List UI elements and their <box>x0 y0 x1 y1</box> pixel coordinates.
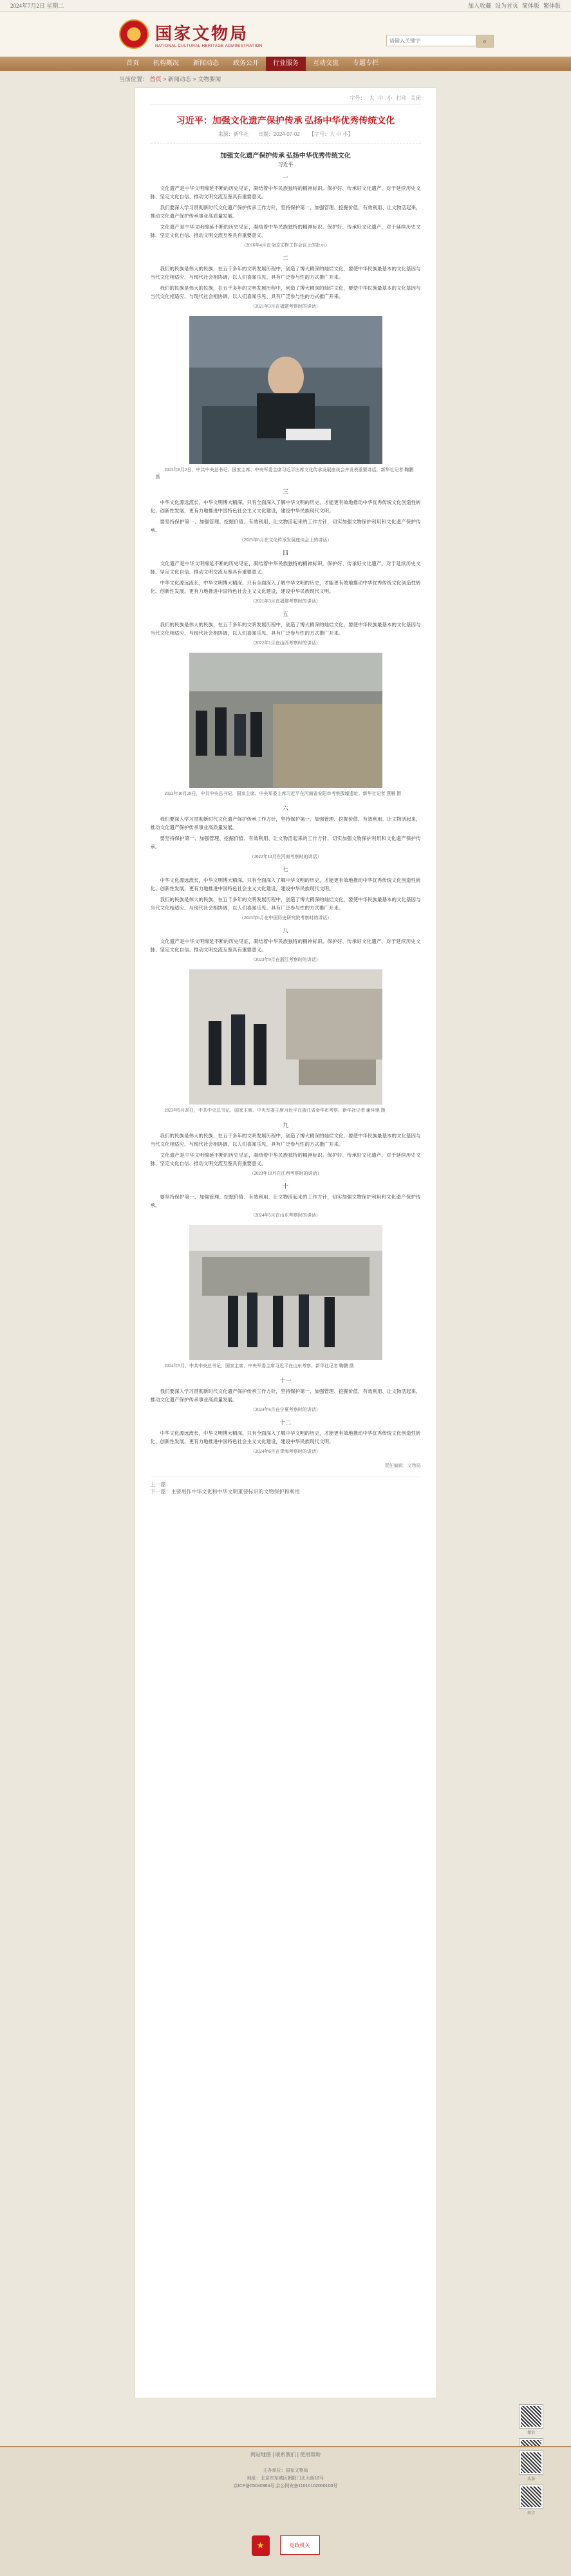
paragraph: 中华文化源远流长，中华文明博大精深。只有全面深入了解中华文明的历史，才能更有效地推动中华优秀传统文化创造性转化、创新性发展，更有力地推进中国特色社会主义文化建设，建设中华民族现代文明。 <box>150 1430 421 1444</box>
breadcrumb-sep: > <box>192 76 196 82</box>
breadcrumb-news[interactable]: 新闻动态 <box>167 76 191 82</box>
site-footer <box>0 2446 571 2576</box>
paragraph: 我们的民族是伟大的民族，在五千多年的文明发展历程中，创造了博大精深的灿烂文化，要使中华民族最基本的文化基因与当代文化相适应、与现代社会相协调，以人们喜闻乐见、具有广泛参与性的方式推广开来。 <box>150 897 421 911</box>
article-tools <box>151 95 421 105</box>
section-number: 十一 <box>279 1377 292 1384</box>
article-meta <box>151 131 421 144</box>
section-number: 八 <box>282 928 288 934</box>
source-note: （2023年9月在浙江考察时的讲话） <box>250 957 321 962</box>
site-title-en: NATIONAL CULTURAL HERITAGE ADMINISTRATION <box>155 44 263 48</box>
nav-gov[interactable]: 政务公开 <box>233 60 259 67</box>
section-number: 十二 <box>279 1419 292 1426</box>
footer-badges <box>0 2535 571 2556</box>
prev-link[interactable]: 上一篇： <box>150 1482 171 1488</box>
paragraph: 中华文化源远流长，中华文明博大精深。只有全面深入了解中华文明的历史，才能更有效地推动中华优秀传统文化创造性转化、创新性发展，更有力地推进中国特色社会主义文化建设，建设中华民族现代文明。 <box>150 499 421 514</box>
footer-copyright <box>0 2467 571 2490</box>
section-number: 三 <box>282 489 288 495</box>
paragraph: 文化遗产是中华文明绵延不断的历史见证，凝结着中华民族独特的精神标识。保护好、传承好文化遗产，对于延续历史文脉、坚定文化自信、推动文明交流互鉴具有重要意义。 <box>150 938 421 953</box>
meta-fontsize[interactable]: 【字号：大 中 小】 <box>308 131 353 137</box>
source-note: （2016年4月在全国文物工作会议上的批示） <box>241 243 330 248</box>
sitemap-link[interactable]: 网站地图 <box>250 2452 271 2458</box>
qr-label: 头条 <box>527 2478 535 2481</box>
section-number: 九 <box>282 1122 288 1128</box>
main-nav <box>0 57 571 71</box>
article-subtitle: 加强文化遗产保护传承 弘扬中华优秀传统文化 <box>220 153 351 160</box>
photo-exhibition <box>189 969 382 1105</box>
source-note: （2021年3月在福建考察时的讲话） <box>250 599 321 604</box>
contact-link[interactable]: 联系我们 <box>275 2452 296 2458</box>
paragraph: 我们要深入学习贯彻新时代文化遗产保护传承工作方针，坚持保护第一、加强管理、挖掘价值、有效利用、让文物活起来，推动文化遗产保护传承事业高质量发展。 <box>150 816 421 830</box>
font-small-button[interactable]: 小 <box>387 95 393 101</box>
section-number: 五 <box>282 611 288 617</box>
paragraph: 我们的民族是伟大的民族，在五千多年的文明发展历程中，创造了博大精深的灿烂文化，要使中华民族最基本的文化基因与当代文化相适应、与现代社会相协调，以人们喜闻乐见、具有广泛参与性的方式推广开来。 <box>150 266 421 280</box>
paragraph: 要坚持保护第一、加强管理、挖掘价值、有效利用、让文物活起来的工作方针，切实加强文物保护利用和文化遗产保护传承。 <box>150 519 421 533</box>
paragraph: 我们的民族是伟大的民族，在五千多年的文明发展历程中，创造了博大精深的灿烂文化，要使中华民族最基本的文化基因与当代文化相适应、与现代社会相协调，以人们喜闻乐见、具有广泛参与性的方式推广开来。 <box>150 285 421 299</box>
brand[interactable] <box>155 21 263 48</box>
top-bar <box>0 0 571 12</box>
meta-date: 日期：2024-07-02 <box>257 131 300 137</box>
footer-links: 网站地图 | 联系我们 | 使用帮助 <box>250 2452 321 2458</box>
article-title: 习近平：加强文化遗产保护传承 弘扬中华优秀传统文化 <box>176 117 395 126</box>
breadcrumb-home[interactable]: 首页 <box>149 76 162 82</box>
print-button[interactable]: 打印 <box>396 95 407 101</box>
article-container <box>135 88 437 2398</box>
photo-caption: 2022年10月28日，中共中央总书记、国家主席、中央军委主席习近平在河南省安阳市考察殷墟遗址。新华社记者 燕雁 摄 <box>164 791 401 796</box>
photo-site-visit <box>189 653 382 788</box>
national-emblem-icon: ★ <box>119 19 149 49</box>
source-note: （2023年6月在文化传承发展座谈会上的讲话） <box>239 537 332 543</box>
paragraph: 文化遗产是中华文明绵延不断的历史见证，凝结着中华民族独特的精神标识。保护好、传承好文化遗产，对于延续历史文脉、坚定文化自信、推动文明交流互鉴具有重要意义。 <box>150 185 421 200</box>
gov-badge[interactable]: 党政机关 <box>280 2535 320 2555</box>
paragraph: 要坚持保护第一、加强管理、挖掘价值、有效利用、让文物活起来的工作方针，切实加强文物保护利用和文化遗产保护传承。 <box>150 835 421 850</box>
font-size-label: 字号： <box>350 95 366 101</box>
paragraph: 我们的民族是伟大的民族，在五千多年的文明发展历程中，创造了博大精深的灿烂文化，要使中华民族最基本的文化基因与当代文化相适应、与现代社会相协调，以人们喜闻乐见、具有广泛参与性的方式推广开来。 <box>150 1133 421 1147</box>
traditional-link[interactable]: 繁体版 <box>543 3 561 9</box>
search-icon[interactable]: ⌕ <box>476 35 494 48</box>
paragraph: 中华文化源远流长，中华文明博大精深。只有全面深入了解中华文明的历史，才能更有效地推动中华优秀传统文化创造性转化、创新性发展，更有力地推进中国特色社会主义文化建设，建设中华民族现代文明。 <box>150 580 421 594</box>
host-unit: 主办单位：国家文物局 <box>263 2469 308 2473</box>
paragraph: 要坚持保护第一、加强管理、挖掘价值、有效利用、让文物活起来的工作方针，切实加强文物保护利用和文化遗产保护传承。 <box>150 1194 421 1208</box>
paragraph: 我们要深入学习贯彻新时代文化遗产保护传承工作方针，坚持保护第一、加强管理、挖掘价值、有效利用、让文物活起来，推动文化遗产保护传承事业高质量发展。 <box>150 205 421 219</box>
site-title: 国家文物局 <box>155 24 249 43</box>
qr-code-icon[interactable] <box>520 2485 543 2508</box>
search-input[interactable] <box>386 35 476 46</box>
close-button[interactable]: 关闭 <box>410 95 421 101</box>
paragraph: 文化遗产是中华文明绵延不断的历史见证，凝结着中华民族独特的精神标识。保护好、传承好文化遗产，对于延续历史文脉、坚定文化自信、推动文明交流互鉴具有重要意义。 <box>150 1152 421 1166</box>
qr-code-icon[interactable] <box>520 2451 543 2474</box>
simplified-link[interactable]: 简体版 <box>521 3 539 9</box>
qr-code-icon[interactable] <box>520 2405 543 2428</box>
article-author: 习近平 <box>277 162 294 167</box>
source-note: （2024年6月在青海考察时的讲话） <box>250 1449 321 1454</box>
section-number: 二 <box>282 255 288 261</box>
next-link[interactable]: 下一篇：主要用作中华文化和中华文明重要标识的文物保护和利用 <box>150 1489 300 1495</box>
section-number: 一 <box>282 174 288 181</box>
icp-record[interactable]: 京ICP备05040364号 京公网安备11010102000100号 <box>233 2484 338 2488</box>
photo-caption: 2023年9月20日，中共中央总书记、国家主席、中央军委主席习近平在浙江省金华市考察。新华社记者 谢环驰 摄 <box>164 1108 386 1113</box>
source-note: （2023年10月在江西考察时的讲话） <box>249 1171 322 1176</box>
paragraph: 文化遗产是中华文明绵延不断的历史见证，凝结着中华民族独特的精神标识。保护好、传承好文化遗产，对于延续历史文脉、坚定文化自信、推动文明交流互鉴具有重要意义。 <box>150 561 421 575</box>
meta-source: 来源：新华社 <box>218 131 249 137</box>
photo-meeting <box>189 316 382 464</box>
breadcrumb-label: 当前位置： <box>119 76 149 82</box>
paragraph: 我们要深入学习贯彻新时代文化遗产保护传承工作方针，坚持保护第一、加强管理、挖掘价值、有效利用、让文物活起来，推动文化遗产保护传承事业高质量发展。 <box>150 1388 421 1403</box>
photo-caption: 2023年6月2日，中共中央总书记、国家主席、中央军委主席习近平出席文化传承发展座谈会并发表重要讲话。新华社记者 鞠鹏 摄 <box>155 467 414 480</box>
paragraph: 我们的民族是伟大的民族，在五千多年的文明发展历程中，创造了博大精深的灿烂文化，要使中华民族最基本的文化基因与当代文化相适应、与现代社会相协调，以人们喜闻乐见、具有广泛参与性的方式推广开来。 <box>150 622 421 636</box>
nav-about[interactable]: 机构概况 <box>153 60 179 67</box>
editor-note: 责任编辑：文物局 <box>384 1464 421 1468</box>
section-number: 七 <box>282 866 288 873</box>
paragraph: 中华文化源远流长，中华文明博大精深。只有全面深入了解中华文明的历史，才能更有效地推动中华优秀传统文化创造性转化、创新性发展，更有力地推进中国特色社会主义文化建设，建设中华民族现代文明。 <box>150 877 421 891</box>
source-note: （2023年6月在中国历史研究院考察时的讲话） <box>239 915 332 920</box>
date-text: 2024年7月2日 星期二 <box>10 3 64 9</box>
nav-topics[interactable]: 专题专栏 <box>353 60 379 67</box>
source-note: （2024年6月在宁夏考察时的讲话） <box>250 1407 321 1412</box>
site-header <box>0 12 571 57</box>
font-medium-button[interactable]: 中 <box>378 95 384 101</box>
section-number: 四 <box>282 550 288 556</box>
source-note: （2021年3月在福建考察时的讲话） <box>250 304 321 309</box>
breadcrumb-current[interactable]: 文物要闻 <box>198 76 221 82</box>
photo-museum <box>189 1225 382 1360</box>
address: 地址：北京市东城区朝阳门北大街10号 <box>247 2476 324 2481</box>
nav-interact[interactable]: 互动交流 <box>313 60 339 67</box>
set-homepage-link[interactable]: 设为首页 <box>494 3 518 9</box>
source-note: （2022年10月在河南考察时的讲话） <box>249 854 322 859</box>
party-emblem-icon[interactable]: ★ <box>252 2535 270 2556</box>
photo-caption: 2024年5月，中共中央总书记、国家主席、中央军委主席习近平在山东考察。新华社记者 鞠鹏 摄 <box>164 1363 354 1368</box>
search-box <box>386 35 494 48</box>
nav-service[interactable]: 行业服务 <box>266 57 306 71</box>
breadcrumb <box>0 71 571 88</box>
font-large-button[interactable]: 大 <box>369 95 375 101</box>
help-link[interactable]: 使用帮助 <box>300 2452 321 2458</box>
breadcrumb-sep: > <box>163 76 167 82</box>
paragraph: 文化遗产是中华文明绵延不断的历史见证，凝结着中华民族独特的精神标识。保护好、传承好文化遗产，对于延续历史文脉、坚定文化自信、推动文明交流互鉴具有重要意义。 <box>150 224 421 238</box>
qr-sidebar-lower <box>520 2447 545 2515</box>
section-number: 十 <box>282 1183 288 1190</box>
source-note: （2022年1月在山西考察时的讲话） <box>250 640 321 646</box>
nav-home[interactable]: 首页 <box>126 60 139 67</box>
add-favorite-link[interactable]: 加入收藏 <box>467 3 491 9</box>
nav-news[interactable]: 新闻动态 <box>193 60 219 67</box>
section-number: 六 <box>282 805 288 812</box>
prev-next-links <box>151 1477 421 1495</box>
qr-label: 微信 <box>527 2431 535 2435</box>
source-note: （2024年5月在山东考察时的讲话） <box>250 1213 321 1218</box>
qr-label: 抖音 <box>527 2512 535 2515</box>
